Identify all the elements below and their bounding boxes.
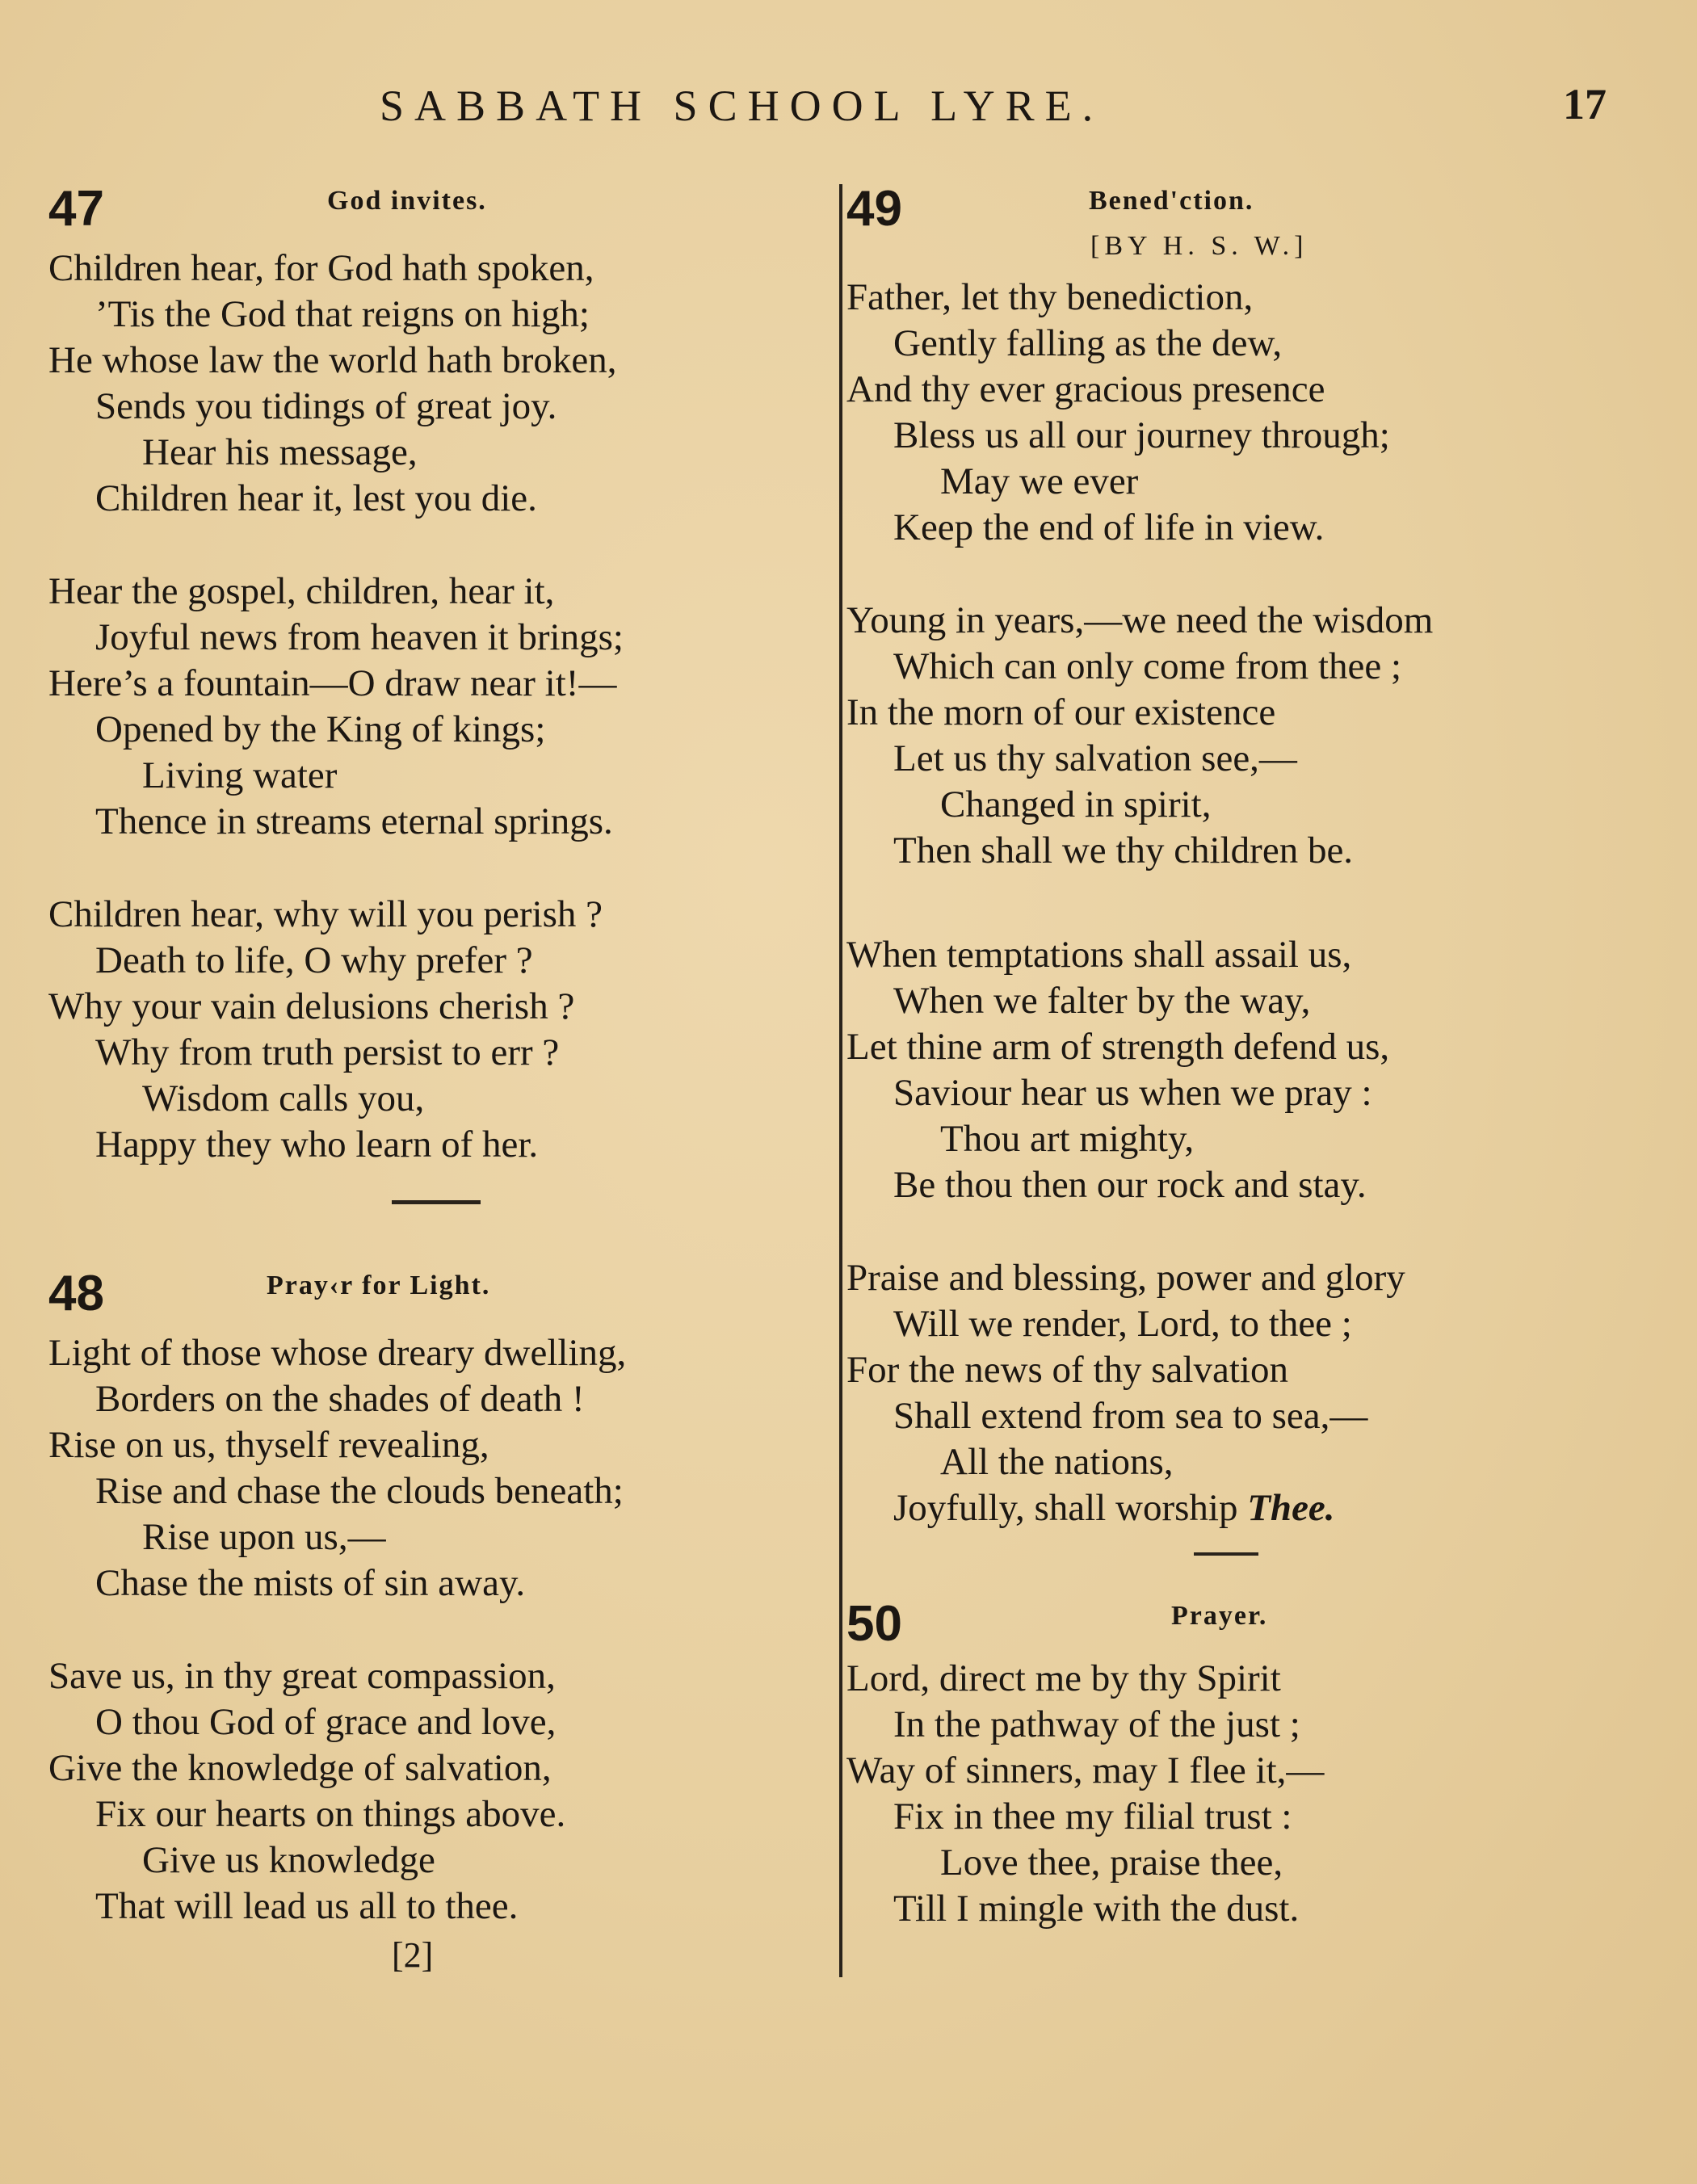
hymn-heading [846,181,1622,246]
hymn-number: 47 [48,181,104,237]
verse-line: Changed in spirit, [940,783,1212,825]
verse-line: Let thine arm of strength defend us, [846,1026,1390,1068]
stanza [48,1653,824,1930]
verse-line: Save us, in thy great compassion, [48,1655,556,1697]
verse-line: Living water [142,754,338,796]
verse-line: Thence in streams eternal springs. [95,800,613,842]
verse-line: Which can only come from thee ; [893,645,1402,687]
verse-line: Bless us all our journey through; [893,414,1390,456]
author-byline: [BY H. S. W.] [1090,231,1308,261]
verse-line: O thou God of grace and love, [95,1701,557,1743]
stanza [846,932,1622,1208]
verse-line: Let us thy salvation see,— [893,737,1297,779]
verse-line: Fix our hearts on things above. [95,1793,566,1835]
verse-line: All the nations, [940,1441,1174,1483]
verse-line: Opened by the King of kings; [95,708,546,750]
verse-line: Wisdom calls you, [142,1077,425,1119]
verse-line: Praise and blessing, power and glory [846,1257,1405,1299]
verse-line: Keep the end of life in view. [893,506,1325,548]
hymn-heading [48,181,824,246]
verse-line: Hear the gospel, children, hear it, [48,570,555,612]
verse-line: Chase the mists of sin away. [95,1562,526,1604]
verse-line: That will lead us all to thee. [95,1885,519,1927]
verse-line: ’Tis the God that reigns on high; [95,293,590,335]
verse-line: Give the knowledge of salvation, [48,1747,552,1789]
hymn-50 [846,1596,1622,1932]
verse-line: Lord, direct me by thy Spirit [846,1657,1281,1699]
verse-line: Death to life, O why prefer ? [95,939,533,981]
verse-line: Till I mingle with the dust. [893,1888,1300,1930]
verse-line: Father, let thy benediction, [846,276,1254,318]
verse-line: Light of those whose dreary dwelling, [48,1332,627,1374]
verse-line: Be thou then our rock and stay. [893,1164,1367,1206]
verse-line: Then shall we thy children be. [893,830,1354,872]
verse-line: And thy ever gracious presence [846,368,1325,410]
verse-line: Fix in thee my filial trust : [893,1796,1292,1838]
verse-line: When we falter by the way, [893,980,1311,1022]
stanza [846,275,1622,551]
stanza [48,1330,824,1606]
right-column [846,181,1622,1932]
stanza [846,598,1622,874]
stanza [846,1255,1622,1531]
verse-line: In the morn of our existence [846,691,1276,733]
verse-line: Shall extend from sea to sea,— [893,1395,1368,1437]
hymn-title: God invites. [327,186,487,216]
verse-line: Rise and chase the clouds beneath; [95,1470,624,1512]
verse-line: Why your vain delusions cherish ? [48,985,575,1027]
closing-word: Thee. [1247,1487,1335,1529]
verse-line: Rise upon us,— [142,1516,386,1558]
verse-line: Hear his message, [142,431,418,473]
hymn-number: 48 [48,1266,104,1321]
hymn-48 [48,1266,824,1976]
signature-mark: [2] [392,1935,434,1975]
hymn-separator-rule [1194,1552,1258,1556]
verse-line: Thou art mighty, [940,1118,1195,1160]
verse-line: For the news of thy salvation [846,1349,1288,1391]
stanza [48,569,824,845]
page-number: 17 [1563,80,1607,128]
verse-line: Give us knowledge [142,1839,435,1881]
column-divider [839,184,842,1977]
stanza [48,892,824,1168]
verse-line: Rise on us, thyself revealing, [48,1424,489,1466]
verse-line: Love thee, praise thee, [940,1842,1283,1884]
verse-line: Saviour hear us when we pray : [893,1072,1372,1114]
verse-line: He whose law the world hath broken, [48,339,617,381]
verse-line: Young in years,—we need the wisdom [846,599,1434,641]
verse-line: Joyful news from heaven it brings; [95,616,624,658]
verse-line: May we ever [940,460,1139,502]
verse-line: Children hear it, lest you die. [95,477,537,519]
verse-line [846,1485,1622,1531]
hymn-title: Pray‹r for Light. [267,1270,491,1300]
hymn-49 [846,181,1622,1531]
hymn-heading [48,1266,824,1330]
verse-line-text: Joyfully, shall worship [893,1487,1238,1529]
verse-line: When temptations shall assail us, [846,934,1352,976]
hymn-47 [48,181,824,1168]
verse-line: Children hear, why will you perish ? [48,893,603,935]
verse-line: In the pathway of the just ; [893,1703,1300,1745]
hymn-title: Prayer. [1171,1601,1268,1631]
running-title: SABBATH SCHOOL LYRE. [380,82,1104,130]
verse-line: Children hear, for God hath spoken, [48,247,594,289]
stanza [846,1656,1622,1932]
verse-line: Happy they who learn of her. [95,1124,539,1166]
hymn-number: 49 [846,181,902,237]
hymn-number: 50 [846,1596,902,1652]
left-column [48,181,824,1976]
verse-line: Way of sinners, may I flee it,— [846,1749,1325,1791]
hymn-title: Bened'ction. [1089,186,1254,216]
verse-line: Gently falling as the dew, [893,322,1283,364]
hymn-separator-rule [392,1200,481,1204]
verse-line: Sends you tidings of great joy. [95,385,557,427]
verse-line: Why from truth persist to err ? [95,1031,560,1073]
stanza [48,246,824,522]
verse-line: Borders on the shades of death ! [95,1378,585,1420]
hymn-heading [846,1596,1622,1656]
verse-line: Here’s a fountain—O draw near it!— [48,662,617,704]
verse-line: Will we render, Lord, to thee ; [893,1303,1352,1345]
